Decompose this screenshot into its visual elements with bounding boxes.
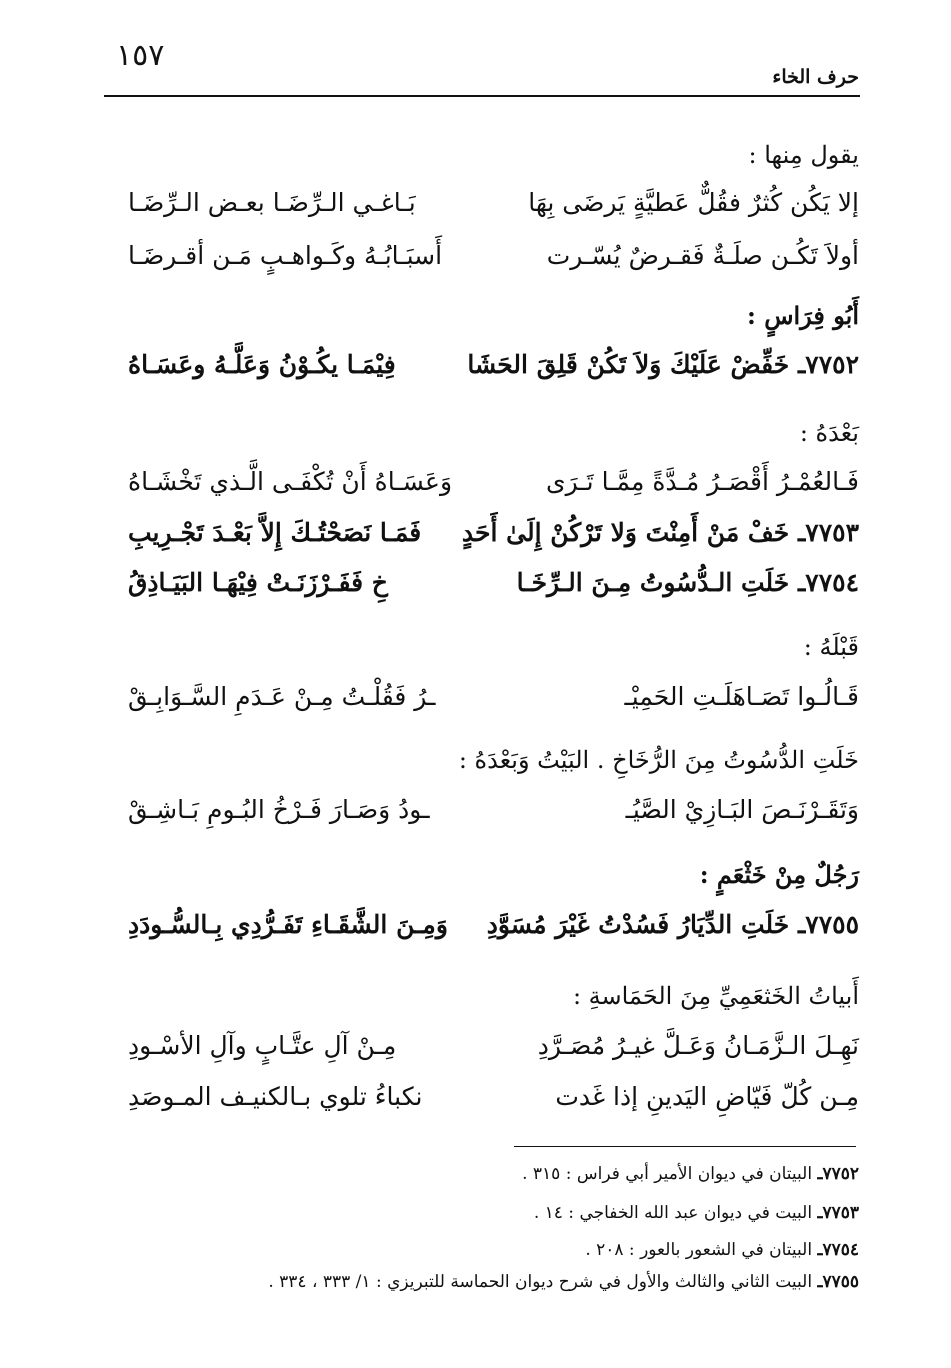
footnote-number: ٧٧٥٤ـ xyxy=(817,1240,859,1260)
verse-first-hemistich: نَهِـلَ الـزَّمَـانُ وَعَـلَّ غيـرُ مُصَـرَّدِ xyxy=(537,1031,859,1060)
page-number: ١٥٧ xyxy=(116,38,165,73)
verse-second-hemistich: وَمِـنَ الشَّقَـاءِ تَفَـرُّدِي بِـالسُّـودَدِ xyxy=(128,910,448,939)
footnote xyxy=(585,1240,859,1260)
verse-second-hemistich: فِيْمَـا يكُـوْنُ وَعَلَّـهُ وعَسَـاهُ xyxy=(128,350,396,379)
verse-first-hemistich: مِـن كُلّ فَيّاضِ اليَدينِ إذا غَدت xyxy=(555,1082,859,1111)
footnote-number: ٧٧٥٣ـ xyxy=(817,1203,859,1223)
running-header: حرف الخاء xyxy=(772,66,859,88)
footnote xyxy=(522,1164,859,1184)
footnote-text: البيتان في الشعور بالعور : ٢٠٨ . xyxy=(585,1240,818,1260)
verse-first-hemistich: إلا يَكُن كُثرٌ فقُلٌّ عَطيَّةٍ يَرضَى بِهَا xyxy=(528,188,859,217)
verse-first-hemistich: وَتَقَـرْنَـصَ البَـازِيْ الصَّيُـ xyxy=(625,795,859,824)
verse-first-hemistich: قَـالُـوا تَصَـاهَلَـتِ الحَمِيْـ xyxy=(624,682,859,711)
verse-second-hemistich: ـرُ فَقُلْـتُ مِـنْ عَـدَمِ السَّـوَابِـقْ xyxy=(128,682,436,711)
verse-second-hemistich: أَسبَـابُـهُ وكَـواهـبٍ مَـن أقـرضَـا xyxy=(128,241,443,270)
verse-second-hemistich: وَعَسَـاهُ أَنْ تُكْفَـى الَّـذي تَخْشَـاهُ xyxy=(128,467,453,496)
footnote xyxy=(268,1272,859,1292)
verse-first-hemistich: ٧٧٥٢ـ خَفِّضْ عَلَيْكَ وَلاَ تَكُنْ قَلِقَ الحَشَا xyxy=(467,350,859,379)
verse-second-hemistich: خِ فَفَـرْزَنَـتْ فِيْهَـا البَيَـاذِقُ xyxy=(128,568,388,597)
verse-introduction: خَلَتِ الدُّسُوتُ مِنَ الرُّخَاخِ . البَيْتُ وَبَعْدَهُ : xyxy=(458,746,859,774)
footnote-rule xyxy=(514,1146,856,1147)
verse-first-hemistich: فَـالعُمْـرُ أَقْصَـرُ مُـدَّةً مِمَّـا تَـرَى xyxy=(546,467,859,496)
verse-introduction: رَجُلٌ مِنْ خَثْعَمٍ : xyxy=(699,860,859,889)
footnote xyxy=(534,1203,859,1223)
verse-second-hemistich: نكباءُ تلوي بـالكنيـف المـوصَدِ xyxy=(128,1082,423,1111)
header-rule xyxy=(104,95,860,97)
verse-second-hemistich: بَـاغـي الـرِّضَـا بعـض الـرِّضَـا xyxy=(128,188,416,217)
verse-introduction: قَبْلَهُ : xyxy=(803,633,859,661)
footnote-text: البيت الثاني والثالث والأول في شرح ديوان الحماسة للتبريزي : ١/ ٣٣٣ ، ٣٣٤ . xyxy=(268,1272,818,1292)
footnote-text: البيت في ديوان عبد الله الخفاجي : ١٤ . xyxy=(533,1203,818,1223)
verse-second-hemistich: فَمَـا نَصَحْتُـكَ إِلاَّ بَعْـدَ تَجْـرِيبِ xyxy=(128,518,422,547)
verse-introduction: يقول مِنها : xyxy=(748,141,859,169)
footnote-number: ٧٧٥٢ـ xyxy=(817,1164,859,1184)
verse-introduction: أَبياتُ الخَثعَمِيِّ مِنَ الحَمَاسةِ : xyxy=(572,982,859,1010)
verse-first-hemistich: أولاَ تَكُـن صلَـةٌ فَقـرضٌ يُسّـرت xyxy=(546,241,859,270)
footnote-text: البيتان في ديوان الأمير أبي فراس : ٣١٥ . xyxy=(522,1164,818,1184)
footnote-number: ٧٧٥٥ـ xyxy=(817,1272,859,1292)
verse-introduction: أَبُو فِرَاسٍ : xyxy=(747,301,859,330)
verse-first-hemistich: ٧٧٥٥ـ خَلَتِ الدِّيَارُ فَسُدْتُ غَيْرَ مُسَوَّدِ xyxy=(486,910,859,939)
verse-first-hemistich: ٧٧٥٤ـ خَلَتِ الـدُّسُوتُ مِـنَ الـرِّخَـا xyxy=(516,568,859,597)
verse-first-hemistich: ٧٧٥٣ـ خَفْ مَنْ أَمِنْتَ وَلا تَرْكُنْ إِلَىٰ أَحَدٍ xyxy=(461,518,859,547)
verse-second-hemistich: ـودُ وَصَـارَ فَـرْخُ البُـومِ بَـاشِـقْ xyxy=(128,795,430,824)
verse-introduction: بَعْدَهُ : xyxy=(799,419,859,447)
verse-second-hemistich: مِـنْ آلِ عتَّـابٍ وآلِ الأسْـودِ xyxy=(128,1031,397,1060)
